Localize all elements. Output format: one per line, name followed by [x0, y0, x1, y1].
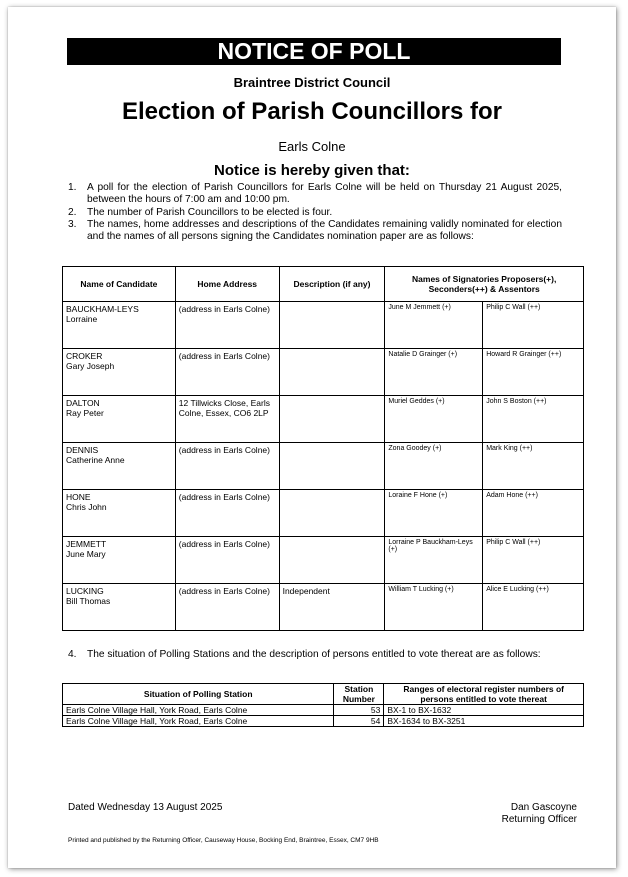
register-range: BX-1634 to BX-3251 — [384, 716, 584, 727]
header-station-number: Station Number — [334, 684, 384, 705]
candidate-surname: HONE — [66, 492, 91, 502]
candidate-surname: JEMMETT — [66, 539, 107, 549]
paragraph-number: 2. — [68, 207, 77, 218]
printed-by-line: Printed and published by the Returning Officer, Causeway House, Bocking End, Braintree, Essex, CM7 9HB — [68, 837, 379, 844]
candidate-name — [63, 490, 176, 537]
candidate-address: (address in Earls Colne) — [175, 584, 279, 631]
council-name: Braintree District Council — [233, 75, 391, 90]
table-row — [63, 396, 584, 443]
candidate-surname: DALTON — [66, 398, 100, 408]
candidate-address: (address in Earls Colne) — [175, 490, 279, 537]
dated-line: Dated Wednesday 13 August 2025 — [68, 802, 223, 813]
candidate-forename: Catherine Anne — [66, 455, 125, 465]
paragraph-1 — [68, 182, 562, 205]
proposer: Zona Goodey (+) — [385, 443, 483, 490]
candidate-description: Independent — [279, 584, 385, 631]
notice-heading: Notice is hereby given that: — [214, 162, 410, 179]
candidate-forename: June Mary — [66, 549, 106, 559]
candidate-address: (address in Earls Colne) — [175, 443, 279, 490]
proposer: Natalie D Grainger (+) — [385, 349, 483, 396]
returning-officer — [502, 802, 577, 826]
table-row — [63, 705, 584, 716]
proposer: June M Jemmett (+) — [385, 302, 483, 349]
candidate-forename: Gary Joseph — [66, 361, 115, 371]
paragraph-number: 3. — [68, 219, 77, 230]
candidate-forename: Bill Thomas — [66, 596, 111, 606]
seconder: Philip C Wall (++) — [483, 302, 584, 349]
table-row — [63, 584, 584, 631]
candidate-surname: BAUCKHAM-LEYS — [66, 304, 139, 314]
table-row — [63, 349, 584, 396]
header-ranges: Ranges of electoral register numbers of persons entitled to vote thereat — [384, 684, 584, 705]
candidate-forename: Ray Peter — [66, 408, 104, 418]
paragraph-2 — [68, 207, 562, 219]
header-home-address: Home Address — [175, 267, 279, 302]
station-number: 54 — [334, 716, 384, 727]
table-row — [63, 443, 584, 490]
candidate-name — [63, 349, 176, 396]
table-row — [63, 537, 584, 584]
candidate-address: 12 Tillwicks Close, Earls Colne, Essex, CO6 2LP — [175, 396, 279, 443]
notice-page — [8, 7, 616, 868]
officer-title: Returning Officer — [501, 814, 577, 825]
candidate-description — [279, 302, 385, 349]
candidate-description — [279, 349, 385, 396]
candidate-surname: CROKER — [66, 351, 103, 361]
proposer: William T Lucking (+) — [385, 584, 483, 631]
header-situation: Situation of Polling Station — [63, 684, 334, 705]
candidate-name — [63, 584, 176, 631]
paragraph-number: 4. — [68, 649, 77, 660]
seconder: Howard R Grainger (++) — [483, 349, 584, 396]
candidate-surname: DENNIS — [66, 445, 99, 455]
candidates-table — [62, 266, 584, 631]
seconder: Mark King (++) — [483, 443, 584, 490]
header-name-of-candidate: Name of Candidate — [63, 267, 176, 302]
notice-of-poll-banner: NOTICE OF POLL — [67, 38, 561, 65]
table-row — [63, 302, 584, 349]
paragraph-text: The number of Parish Councillors to be elected is four. — [87, 207, 333, 218]
seconder: Alice E Lucking (++) — [483, 584, 584, 631]
candidate-description — [279, 443, 385, 490]
candidate-forename: Lorraine — [66, 314, 98, 324]
header-description: Description (if any) — [279, 267, 385, 302]
candidate-name — [63, 302, 176, 349]
polling-stations-table — [62, 683, 584, 727]
paragraph-3 — [68, 219, 562, 242]
candidates-header-row — [63, 267, 584, 302]
polling-header-row — [63, 684, 584, 705]
seconder: Adam Hone (++) — [483, 490, 584, 537]
station-situation: Earls Colne Village Hall, York Road, Earls Colne — [63, 716, 334, 727]
table-row — [63, 716, 584, 727]
paragraph-4 — [68, 649, 562, 661]
seconder: John S Boston (++) — [483, 396, 584, 443]
candidate-address: (address in Earls Colne) — [175, 302, 279, 349]
seconder: Philip C Wall (++) — [483, 537, 584, 584]
candidate-name — [63, 443, 176, 490]
paragraph-text: The names, home addresses and descriptions of the Candidates remaining validly nominated for election and the names of all persons signing the Candidates nomination paper are as follows: — [87, 219, 562, 242]
header-signatories: Names of Signatories Proposers(+), Seconders(++) & Assentors — [385, 267, 584, 302]
election-title: Election of Parish Councillors for — [121, 98, 503, 125]
candidate-description — [279, 537, 385, 584]
station-number: 53 — [334, 705, 384, 716]
officer-name: Dan Gascoyne — [510, 802, 577, 813]
paragraph-number: 1. — [68, 182, 77, 193]
paragraph-text: The situation of Polling Stations and the description of persons entitled to vote thereat are as follows: — [87, 649, 541, 660]
proposer: Loraine F Hone (+) — [385, 490, 483, 537]
candidate-address: (address in Earls Colne) — [175, 349, 279, 396]
station-situation: Earls Colne Village Hall, York Road, Earls Colne — [63, 705, 334, 716]
proposer: Muriel Geddes (+) — [385, 396, 483, 443]
candidate-address: (address in Earls Colne) — [175, 537, 279, 584]
register-range: BX-1 to BX-1632 — [384, 705, 584, 716]
candidate-description — [279, 396, 385, 443]
parish-name: Earls Colne — [278, 139, 346, 154]
table-row — [63, 490, 584, 537]
candidate-name — [63, 396, 176, 443]
candidate-surname: LUCKING — [66, 586, 104, 596]
candidate-forename: Chris John — [66, 502, 107, 512]
proposer: Lorraine P Bauckham-Leys (+) — [385, 537, 483, 584]
paragraph-text: A poll for the election of Parish Councillors for Earls Colne will be held on Thursday 21 August 2025, between the hours of 7:00 am and 10:00 pm. — [87, 182, 562, 205]
candidate-name — [63, 537, 176, 584]
candidate-description — [279, 490, 385, 537]
